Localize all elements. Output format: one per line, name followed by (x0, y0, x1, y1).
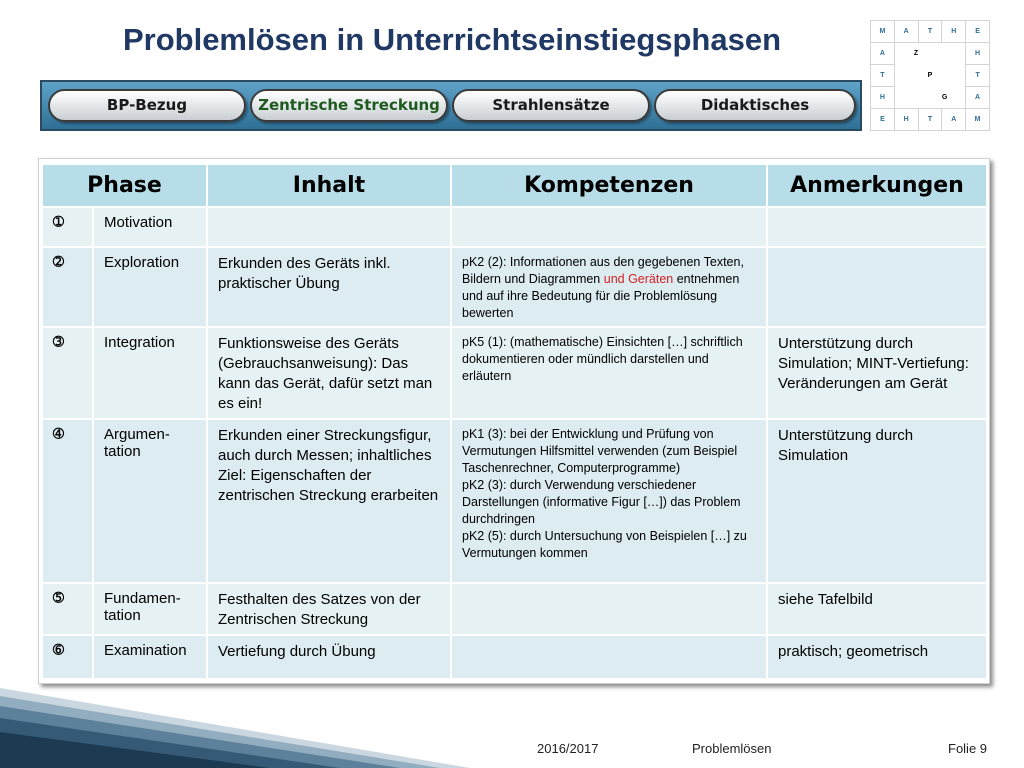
table-frame (38, 158, 990, 684)
logo-empty (894, 87, 918, 109)
logo-empty (918, 43, 942, 65)
header-anmerkungen: Anmerkungen (767, 165, 987, 207)
phase-number: ➅ (43, 635, 93, 679)
header-phase: Phase (43, 165, 207, 207)
phase-name: Argumen-tation (93, 419, 207, 583)
table-row (43, 419, 987, 583)
phase-number: ➄ (43, 583, 93, 635)
logo-letter: H (894, 109, 918, 131)
kompetenzen-cell: pK1 (3): bei der Entwicklung und Prüfung von Vermutungen Hilfsmittel verwenden (zum Beispiel Taschenrechner, Computerprogramme) pK2 (3): durch Verwendung verschiedener Darstellungen (informative Figur […]) das Problem durchdringen pK2 (5): durch Untersuchung von Beispielen […] zu Vermutungen kommen (451, 419, 767, 583)
kompetenzen-highlight: und Geräten (603, 272, 674, 286)
inhalt-cell: Festhalten des Satzes von der Zentrischen Streckung (207, 583, 451, 635)
table-row (43, 583, 987, 635)
logo-letter: T (918, 109, 942, 131)
logo-letter: G (941, 93, 948, 101)
phase-table (43, 165, 988, 680)
nav-tab-didaktisches[interactable]: Didaktisches (654, 89, 856, 122)
logo-letter: T (918, 21, 942, 43)
page-title: Problemlösen in Unterrichtseinstiegsphasen (122, 22, 782, 57)
inhalt-cell: Funktionsweise des Geräts (Gebrauchsanweisung): Das kann das Gerät, dafür setzt man es ein! (207, 327, 451, 419)
decorative-stripes (0, 688, 470, 768)
header-inhalt: Inhalt (207, 165, 451, 207)
anmerkungen-cell (767, 207, 987, 247)
logo-letter: A (871, 43, 895, 65)
phase-number: ➃ (43, 419, 93, 583)
mathe-logo-grid (870, 20, 990, 131)
anmerkungen-cell: Unterstützung durch Simulation; MINT-Vertiefung: Veränderungen am Gerät (767, 327, 987, 419)
phase-number: ➀ (43, 207, 93, 247)
footer-year: 2016/2017 (537, 741, 599, 756)
nav-tab-zentrische-streckung[interactable]: Zentrische Streckung (250, 89, 448, 122)
anmerkungen-cell: praktisch; geometrisch (767, 635, 987, 679)
footer-slide-number: Folie 9 (948, 741, 988, 756)
inhalt-cell: Vertiefung durch Übung (207, 635, 451, 679)
logo-letter: H (942, 21, 966, 43)
footer-topic: Problemlösen (692, 741, 772, 756)
logo-letter: T (966, 65, 990, 87)
phase-name: Motivation (93, 207, 207, 247)
logo-letter: H (966, 43, 990, 65)
kompetenzen-cell: pK5 (1): (mathematische) Einsichten […] schriftlich dokumentieren oder mündlich darstellen und erläutern (451, 327, 767, 419)
kompetenzen-cell (451, 247, 767, 327)
logo-letter: P (927, 72, 933, 79)
logo-letter: Z (913, 50, 919, 58)
logo-letter: A (894, 21, 918, 43)
logo-letter: E (966, 21, 990, 43)
kompetenzen-cell (451, 583, 767, 635)
kompetenzen-text: pK2 (2): Informationen aus den gegebenen Texten, Bildern und Diagrammen (462, 255, 744, 286)
logo-letter: T (871, 65, 895, 87)
phase-name: Integration (93, 327, 207, 419)
logo-letter: E (871, 109, 895, 131)
kompetenzen-text: entnehmen und auf ihre Bedeutung für die Problemlösung bewerten (462, 272, 740, 320)
inhalt-cell: Erkunden einer Streckungsfigur, auch durch Messen; inhaltliches Ziel: Eigenschaften der zentrischen Streckung erarbeiten (207, 419, 451, 583)
kompetenzen-cell (451, 207, 767, 247)
anmerkungen-cell: siehe Tafelbild (767, 583, 987, 635)
logo-empty (942, 43, 966, 65)
table-row (43, 635, 987, 679)
table-header-row (43, 165, 987, 207)
logo-empty (918, 87, 942, 109)
table-row (43, 327, 987, 419)
table-row (43, 247, 987, 327)
inhalt-cell (207, 207, 451, 247)
anmerkungen-cell (767, 247, 987, 327)
logo-letter: M (871, 21, 895, 43)
nav-tab-strahlensaetze[interactable]: Strahlensätze (452, 89, 650, 122)
logo-letter: A (942, 109, 966, 131)
nav-bar (40, 80, 862, 131)
phase-name: Fundamen-tation (93, 583, 207, 635)
phase-number: ➁ (43, 247, 93, 327)
phase-number: ➂ (43, 327, 93, 419)
logo-letter: M (966, 109, 990, 131)
inhalt-cell: Erkunden des Geräts inkl. praktischer Übung (207, 247, 451, 327)
logo-empty (942, 65, 966, 87)
header-kompetenzen: Kompetenzen (451, 165, 767, 207)
table-row (43, 207, 987, 247)
logo-letter: H (871, 87, 895, 109)
kompetenzen-cell (451, 635, 767, 679)
nav-tab-bp-bezug[interactable]: BP-Bezug (48, 89, 246, 122)
logo-empty (894, 65, 918, 87)
phase-name: Examination (93, 635, 207, 679)
anmerkungen-cell: Unterstützung durch Simulation (767, 419, 987, 583)
phase-name: Exploration (93, 247, 207, 327)
logo-letter: A (966, 87, 990, 109)
